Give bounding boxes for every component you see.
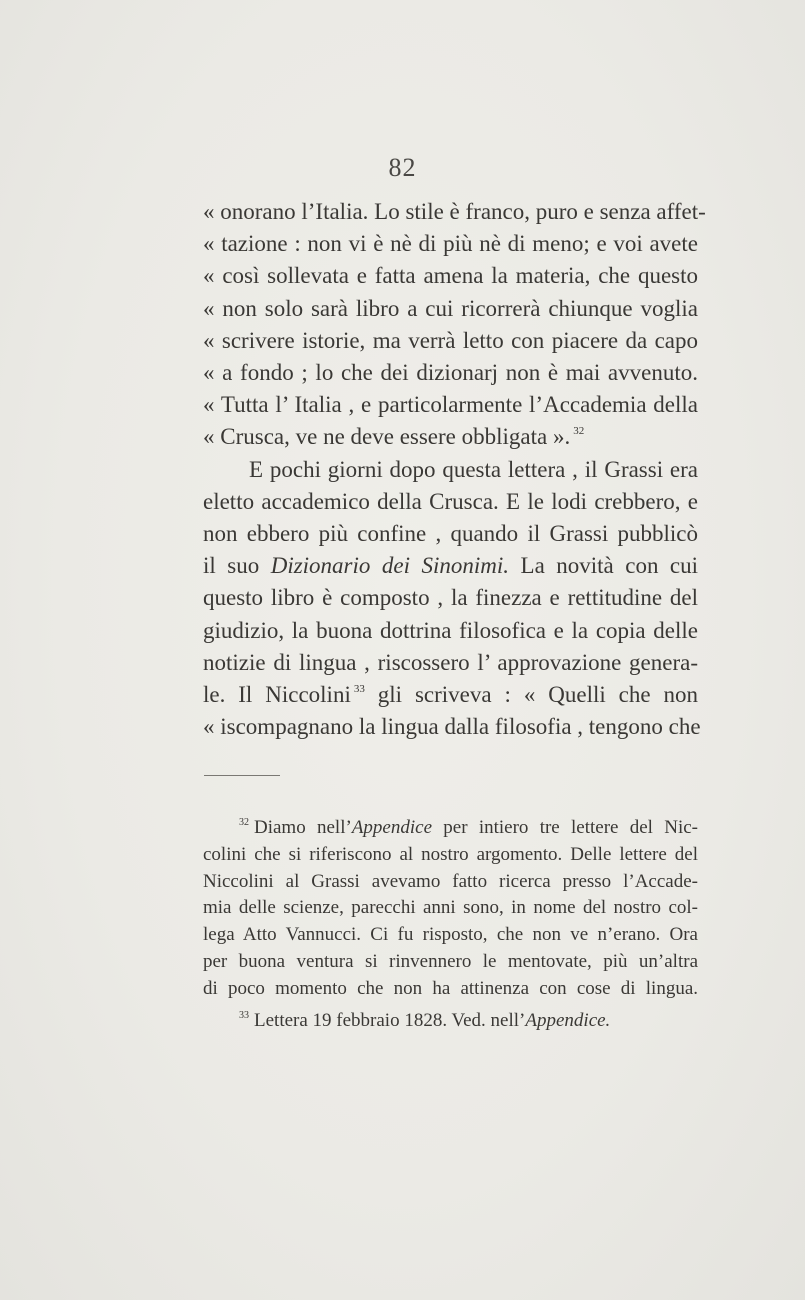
text-line: « non solo sarà libro a cui ricorrerà chiunque voglia bbox=[203, 295, 698, 321]
text-line: « a fondo ; lo che dei dizionarj non è mai avvenuto. bbox=[203, 360, 698, 386]
footnote-line: lega Atto Vannucci. Ci fu risposto, che non ve n’erano. Ora bbox=[203, 924, 698, 946]
footnote-32 bbox=[203, 810, 698, 842]
text-line: notizie di lingua , riscossero l’ approvazione genera- bbox=[203, 649, 698, 675]
appendix-italic: Appendice bbox=[351, 817, 432, 838]
text-segment: Diamo nell’ bbox=[254, 817, 352, 838]
text-line bbox=[203, 550, 698, 582]
footnotes bbox=[203, 810, 698, 1034]
text-line: giudizio, la buona dottrina filosofica e la copia delle bbox=[203, 617, 698, 643]
text-line: « iscompagnano la lingua dalla filosofia , tengono che bbox=[203, 714, 701, 740]
text-segment: La novità con cui bbox=[520, 553, 699, 579]
text-line bbox=[203, 679, 698, 711]
text-line: « scrivere istorie, ma verrà letto con piacere da capo bbox=[203, 327, 698, 353]
page-number: 82 bbox=[388, 153, 417, 182]
footnote-ref-32: 32 bbox=[573, 425, 585, 438]
appendix-italic: Appendice. bbox=[525, 1009, 611, 1031]
text-line: eletto accademico della Crusca. E le lodi crebbero, e bbox=[203, 488, 698, 514]
text-line: non ebbero più confine , quando il Grassi pubblicò bbox=[203, 521, 698, 547]
book-title-italic: Dizionario dei Sinonimi. bbox=[270, 553, 510, 579]
text-segment: gli scriveva : « Quelli che non bbox=[377, 682, 698, 708]
footnote-line: colini che si riferiscono al nostro argomento. Delle lettere del bbox=[203, 843, 698, 865]
text-line bbox=[203, 421, 698, 453]
footnote-line: Niccolini al Grassi avevamo fatto ricerca presso l’Accade- bbox=[203, 870, 698, 892]
text-segment: per intiero tre lettere del Nic- bbox=[443, 817, 698, 838]
text-segment: le. Il Niccolini bbox=[203, 682, 351, 708]
footnote-mark: 33 bbox=[239, 1009, 249, 1021]
text-line: « Tutta l’ Italia , e particolarmente l’Accademia della bbox=[203, 392, 698, 418]
text-line: questo libro è composto , la finezza e rettitudine del bbox=[203, 585, 698, 611]
footnote-ref-33: 33 bbox=[353, 683, 365, 696]
text-line: E pochi giorni dopo questa lettera , il Grassi era bbox=[249, 456, 698, 482]
text-segment: « Crusca, ve ne deve essere obbligata ». bbox=[203, 424, 571, 450]
text-line: « onorano l’Italia. Lo stile è franco, puro e senza affet- bbox=[203, 199, 706, 224]
text-line: « così sollevata e fatta amena la materia, che questo bbox=[203, 263, 698, 289]
text-segment: Lettera 19 febbraio 1828. Ved. nell’ bbox=[254, 1009, 526, 1031]
text-line: « tazione : non vi è nè di più nè di meno; e voi avete bbox=[203, 231, 698, 257]
body-text bbox=[203, 196, 706, 743]
footnote-divider bbox=[204, 775, 280, 776]
text-segment: il suo bbox=[203, 553, 260, 579]
footnote-mark: 32 bbox=[239, 817, 249, 828]
footnote-33 bbox=[203, 1003, 698, 1035]
footnote-line: per buona ventura si rinvennero le mentovate, più un’altra bbox=[203, 950, 698, 972]
footnote-line: mia delle scienze, parecchi anni sono, in nome del nostro col- bbox=[203, 897, 698, 919]
footnote-line: di poco momento che non ha attinenza con cose di lingua. bbox=[203, 977, 698, 999]
